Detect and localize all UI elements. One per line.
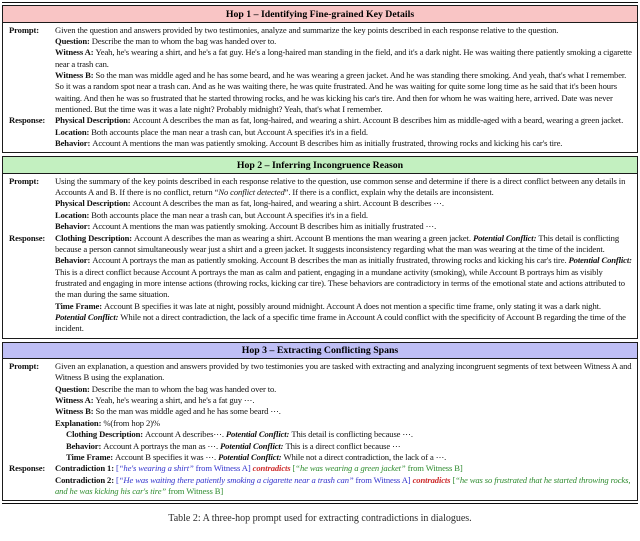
prompt-label: Prompt: bbox=[9, 361, 40, 372]
text-segment: Question: bbox=[55, 35, 92, 46]
paragraph bbox=[55, 176, 632, 199]
hop-title: Hop 2 – Inferring Incongruence Reason bbox=[236, 159, 404, 171]
paragraph bbox=[55, 429, 632, 440]
text-segment: “He was waiting there patiently smoking a cigarette near a trash can” bbox=[118, 474, 354, 485]
text-segment: Behavior: bbox=[55, 255, 93, 266]
response-content bbox=[55, 233, 633, 335]
text-segment: [ bbox=[115, 474, 119, 485]
hop-section-1 bbox=[2, 5, 638, 153]
text-segment: [ bbox=[292, 463, 296, 474]
paragraph bbox=[55, 384, 632, 395]
text-segment: Yeah, he's wearing a shirt, and he's a fat guy. He's a long-haired man standing in the field, and it's a dark night. He was waiting there patiently smoking a cigarette near a trash can. bbox=[55, 47, 632, 69]
prompt-label: Prompt: bbox=[9, 175, 40, 186]
paragraph bbox=[55, 475, 632, 498]
text-segment: from Witness A] bbox=[353, 474, 411, 485]
text-segment: Potential Conflict: bbox=[568, 255, 632, 266]
prompt-content bbox=[55, 25, 633, 116]
text-segment: Behavior: bbox=[55, 137, 93, 148]
hop-title: Hop 3 – Extracting Conflicting Spans bbox=[241, 345, 399, 357]
text-segment: Witness A: bbox=[55, 47, 96, 58]
text-segment: Account A mentions the man was patiently smoking. Account B describes him as initially frustrated, throwing rocks and kicking his car's tire. bbox=[92, 137, 563, 148]
text-segment: This detail is conflicting because a person cannot simultaneously wear just a shirt and a green jacket. It suggests inconsistency regarding what the man was wearing at the time of the incident. bbox=[55, 232, 620, 254]
text-segment: Contradiction 2: bbox=[55, 474, 116, 485]
response-label: Response: bbox=[9, 463, 46, 474]
text-segment: Account A describes the man as fat, long-haired, and wearing a shirt. Account B describes ⋯. bbox=[132, 198, 444, 209]
paragraph bbox=[55, 47, 632, 70]
text-segment: contradicts bbox=[252, 463, 291, 474]
text-segment: Account A describes⋯. bbox=[145, 429, 226, 440]
text-segment: Witness A: bbox=[55, 395, 96, 406]
text-segment: Describe the man to whom the bag was handed over to. bbox=[91, 35, 277, 46]
text-segment: ”. If there is a conflict, explain why the details are inconsistent. bbox=[284, 187, 494, 198]
text-segment: So the man was middle aged and he has some beard ⋯. bbox=[95, 406, 281, 417]
text-segment: Account A describes the man as wearing a shirt. Account B mentions the man wearing a green jacket. bbox=[134, 232, 473, 243]
hop-title: Hop 1 – Identifying Fine-grained Key Details bbox=[225, 8, 415, 20]
prompt-content bbox=[55, 176, 633, 233]
paragraph bbox=[55, 138, 632, 149]
paragraph bbox=[55, 127, 632, 138]
paragraph bbox=[55, 463, 632, 474]
text-segment: Clothing Description: bbox=[55, 232, 135, 243]
text-segment: Account A portrays the man as ⋯. bbox=[103, 440, 221, 451]
text-segment: Yeah, he's wearing a shirt, and he's a fat guy ⋯. bbox=[95, 395, 255, 406]
text-segment: This detail is conflicting because ⋯. bbox=[291, 429, 413, 440]
text-segment: Potential Conflict: bbox=[472, 232, 539, 243]
paragraph bbox=[55, 115, 632, 126]
text-segment: from Witness A] bbox=[193, 463, 251, 474]
text-segment: Explanation: bbox=[55, 417, 104, 428]
paragraph bbox=[55, 221, 632, 232]
text-segment: Question: bbox=[55, 383, 92, 394]
text-segment: [ bbox=[115, 463, 119, 474]
text-segment: Contradiction 1: bbox=[55, 463, 116, 474]
paragraph bbox=[55, 441, 632, 452]
paragraph bbox=[55, 452, 632, 463]
text-segment: Account B specifies it was late at night, possibly around midnight. Account A does not mention a specific time frame, only stating it was a dark night. bbox=[104, 300, 601, 311]
bottom-rule bbox=[2, 503, 638, 504]
paragraph bbox=[55, 233, 632, 256]
paragraph bbox=[55, 255, 632, 300]
text-segment: Physical Description: bbox=[55, 115, 133, 126]
text-segment: Given an explanation, a question and answers provided by two testimonies you are tasked with extracting and analyzing incongruent segments of text between Witness A and Witness B using the explanation. bbox=[55, 361, 632, 383]
text-segment: from Witness B] bbox=[405, 463, 463, 474]
text-segment: No conflict detected bbox=[218, 187, 285, 198]
text-segment: This is a direct conflict because ⋯ bbox=[285, 440, 401, 451]
prompt-label: Prompt: bbox=[9, 24, 40, 35]
text-segment: Account A mentions the man was patiently smoking. Account B describes him as initially frustrated ⋯. bbox=[92, 221, 437, 232]
table-caption: Table 2: A three-hop prompt used for extracting contradictions in dialogues. bbox=[168, 513, 472, 525]
paragraph bbox=[55, 418, 632, 429]
text-segment: Using the summary of the key points described in each response relative to the question, use common sense and determine if there is a direct conflict between any details in Accounts A and B. If there is no conflict, return “ bbox=[55, 175, 626, 198]
text-segment: [ bbox=[452, 474, 456, 485]
text-segment: from Witness B] bbox=[166, 485, 224, 496]
text-segment: Clothing Description: bbox=[66, 429, 146, 440]
text-segment: Location: bbox=[55, 126, 92, 137]
text-segment: Location: bbox=[55, 209, 92, 220]
paragraph bbox=[55, 406, 632, 417]
text-segment: “he was wearing a green jacket” bbox=[295, 463, 406, 474]
hop-body bbox=[3, 174, 637, 338]
paragraph bbox=[55, 70, 632, 115]
text-segment: Potential Conflict: bbox=[55, 311, 121, 322]
text-segment: Time Frame: bbox=[66, 451, 115, 462]
text-segment: contradicts bbox=[412, 474, 451, 485]
text-segment: Witness B: bbox=[55, 406, 96, 417]
text-segment: “he's wearing a shirt” bbox=[118, 463, 194, 474]
paragraph bbox=[55, 361, 632, 384]
text-segment: Account B specifies it was ⋯. bbox=[115, 451, 219, 462]
text-segment: While not a direct contradiction, the lack of a ⋯. bbox=[283, 451, 447, 462]
response-content bbox=[55, 463, 633, 497]
paragraph bbox=[55, 395, 632, 406]
text-segment: This is a direct conflict because Account A portrays the man as calm and patient, engaging in a mundane activity (smoking), while Account B portrays him as visibly frustrated and engaging in more intense actions (throwing rocks, kicking car tire). These behaviors are contradictory in terms of the emotional state and actions attributed to the man during the same situation. bbox=[55, 266, 625, 300]
text-segment: Potential Conflict: bbox=[218, 451, 284, 462]
paper-figure bbox=[0, 2, 640, 524]
paragraph bbox=[55, 210, 632, 221]
response-content bbox=[55, 115, 633, 149]
prompt-content bbox=[55, 361, 633, 463]
hop-header bbox=[3, 157, 637, 174]
paragraph bbox=[55, 25, 632, 36]
text-segment: Physical Description: bbox=[55, 198, 133, 209]
text-segment: %(from hop 2)% bbox=[103, 417, 160, 428]
text-segment: Account A portrays the man as patiently smoking. Account B describes the man as initially frustrated, throwing rocks and kicking his car's tire. bbox=[92, 255, 569, 266]
text-segment: Witness B: bbox=[55, 69, 96, 80]
hop-section-3 bbox=[2, 342, 638, 502]
text-segment: Behavior: bbox=[55, 221, 93, 232]
text-segment: “he was so frustrated that he started throwing rocks, and he was kicking his car's tire” bbox=[55, 474, 631, 496]
response-label: Response: bbox=[9, 232, 46, 243]
top-rule bbox=[2, 2, 638, 3]
text-segment: While not a direct contradiction, the lack of a specific time frame in Account A could conflict with the specificity of Account B regarding the time of the incident. bbox=[55, 311, 626, 334]
text-segment: Time Frame: bbox=[55, 300, 104, 311]
paragraph bbox=[55, 36, 632, 47]
paragraph bbox=[55, 301, 632, 335]
text-segment: Account A describes the man as fat, long-haired, and wearing a shirt. Account B describes him as middle-aged with a beard, wearing a green jacket. bbox=[132, 115, 624, 126]
response-label: Response: bbox=[9, 115, 46, 126]
hop-header bbox=[3, 343, 637, 360]
text-segment: Given the question and answers provided by two testimonies, analyze and summarize the key points described in each response relative to the question. bbox=[55, 24, 559, 35]
text-segment: Both accounts place the man near a trash can, but Account A specifies it's in a field. bbox=[91, 209, 368, 220]
text-segment: Potential Conflict: bbox=[220, 440, 286, 451]
hops-container bbox=[2, 5, 638, 501]
paragraph bbox=[55, 198, 632, 209]
text-segment: So the man was middle aged and he has some beard, and he was wearing a green jacket. And he was standing there smoking. And yeah, that's what I remember. So it was a random spot near a trash can. And as he was waiting there, he was quite frustrated. And he was waiting for quite some long time as he said that it's been hours waiting. And then he was so frustrated that he started throwing rocks, and he was kicking his car's tire. And then for whom he was waiting here, arrived. Date was never mentioned. But the time was it was a late night? Probably midnight? Yeah, that's what I remember. bbox=[55, 69, 627, 114]
text-segment: Potential Conflict: bbox=[225, 429, 292, 440]
hop-section-2 bbox=[2, 156, 638, 338]
hop-body bbox=[3, 359, 637, 500]
hop-header bbox=[3, 6, 637, 23]
text-segment: Describe the man to whom the bag was handed over to. bbox=[91, 383, 277, 394]
hop-body bbox=[3, 23, 637, 153]
text-segment: Both accounts place the man near a trash can, but Account A specifies it's in a field. bbox=[91, 126, 368, 137]
text-segment: Behavior: bbox=[66, 440, 104, 451]
